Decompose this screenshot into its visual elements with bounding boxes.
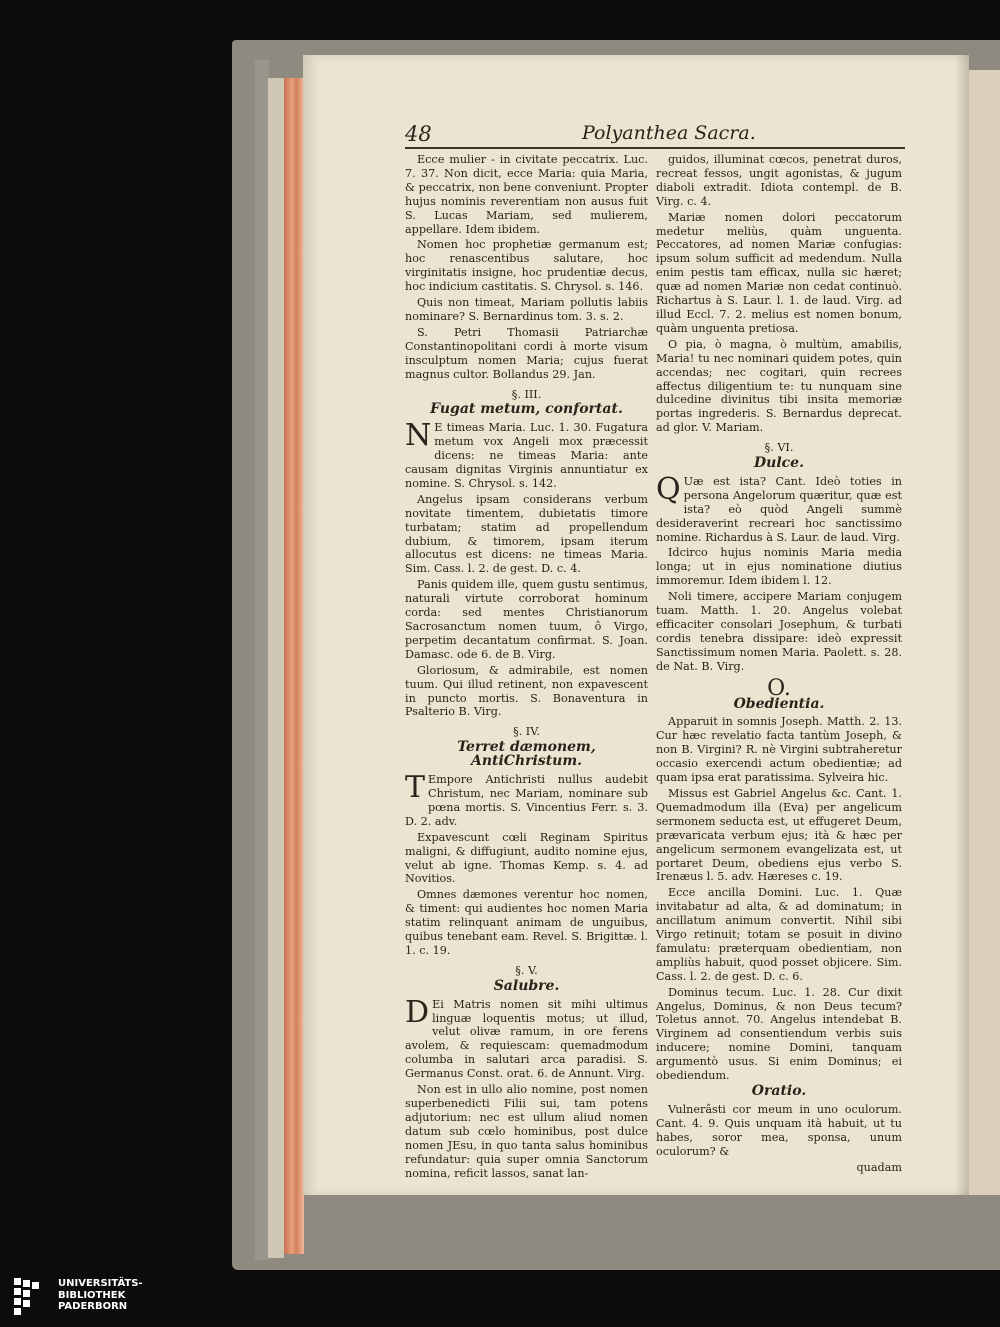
paragraph: O pia, ò magna, ò multùm, amabilis, Maria! tu nec nominari quidem potes, quin accendas; nec cogitari, quin recrees affectus diligentium te: tu nunquam sine dulcedine divinitus tibi insita memoriæ portas ingrederis. S. Bernardus deprecat. ad glor. V. Mariam. [656, 337, 902, 435]
drop-cap: D [405, 994, 430, 1030]
drop-cap: N [405, 418, 432, 454]
paragraph: Non est in ullo alio nomine, post nomen superbenedicti Filii sui, tam potens adjutorium: nec est ullum aliud nomen datum sub cœlo hominibus, post dulce nomen JEsu, in quo tanta salus hominibus refundatur: quia super omnia Sanctorum nomina, reficit lassos, sanat lan- [405, 1083, 648, 1180]
paragraph-text: Ei Matris nomen sit mihi ultimus linguæ loquentis motus; ut illud, velut olivæ ramum, in ore ferens avolem, & requiescam: quemadmodum columba in salutari arca paradisi. S. Germanus Const. orat. 6. de Annunt. Virg. [405, 997, 648, 1081]
drop-cap: T [405, 770, 426, 806]
paragraph: Omnes dæmones verentur hoc nomen, & timent: qui audientes hoc nomen Maria statim relinquant animam de unguibus, quibus tenebant eam. Revel. S. Brigittæ. l. 1. c. 19. [405, 888, 648, 957]
paragraph: Angelus ipsam considerans verbum novitate timentem, dubietatis timore turbatam; statim ad propellendum dubium, & timorem, ipsam iterum allocutus est dicens: ne timeas Maria. Sim. Cass. l. 2. de gest. D. c. 4. [405, 492, 648, 576]
page-number: 48 [405, 122, 432, 146]
page-stack [268, 78, 284, 1258]
section-title: Salubre. [493, 977, 560, 994]
paragraph [405, 770, 648, 829]
left-column [405, 153, 648, 1182]
paragraph: Panis quidem ille, quem gustu sentimus, naturali virtute corroborat hominum corda: sed mentes Christianorum Sacrosanctum nomen tuum, ô Virgo, perpetim decantatum confirmat. S. Joan. Damasc. ode 6. de B. Virg. [405, 578, 648, 661]
paragraph: Ecce ancilla Domini. Luc. 1. Quæ invitabatur ad alta, & ad dominatum; in ancillatum animum convertit. Nihil sibi Virgo retinuit; totam se posuit in divino famulatu: præterquam obedientiam, non ampliùs habuit, quod posset objicere. Sim. Cass. l. 2. de gest. D. c. 6. [656, 886, 902, 983]
letter-heading: O. [767, 675, 791, 701]
section-title: Dulce. [754, 455, 804, 472]
header-rule [405, 147, 905, 149]
section-title: Fugat metum, confortat. [430, 401, 623, 418]
facing-page [969, 70, 1000, 1195]
drop-cap: Q [656, 471, 681, 507]
right-column [656, 153, 902, 1176]
paragraph: Ecce mulier - in civitate peccatrix. Luc. 7. 37. Non dicit, ecce Maria: quia Maria, & peccatrix, non bene conveniunt. Propter hujus nominis reverentiam non ausus fuit S. Lucas Mariam, sed mulierem, appellare. Idem ibidem. [405, 153, 648, 236]
red-page-edges [284, 78, 304, 1254]
library-name-line: BIBLIOTHEK [58, 1289, 126, 1301]
paragraph: Nomen hoc prophetiæ germanum est; hoc renascentibus salutare, hoc virginitatis insigne, hoc prudentiæ decus, hoc indicium castitatis. S. Chrysol. s. 146. [405, 238, 648, 294]
paragraph: guidos, illuminat cœcos, penetrat duros, recreat fessos, ungit agonistas, & jugum diaboli extradit. Idiota contempl. de B. Virg. c. 4. [656, 153, 902, 208]
section-number: §. IV. [513, 725, 540, 739]
paragraph [656, 471, 902, 545]
paragraph: S. Petri Thomasii Patriarchæ Constantinopolitani cordi à morte visum insculptum nomen Maria; cujus fuerat magnus cultor. Bollandus 29. Jan. [405, 325, 648, 381]
paragraph: Mariæ nomen dolori peccatorum medetur meliùs, quàm unguenta. Peccatores, ad nomen Mariæ confugias: ipsum solum sufficit ad medendum. Nulla enim pestis tam efficax, nulla sic hæret; quæ ad nomen Mariæ non cedat continuò. Richartus à S. Laur. l. 1. de laud. Virg. ad illud Eccl. 7. 2. melius est nomen bonum, quàm unguenta pretiosa. [656, 210, 902, 335]
section-number: §. V. [515, 963, 538, 977]
paragraph: Missus est Gabriel Angelus &c. Cant. 1. Quemadmodum illa (Eva) per angelicum sermonem seducta est, ut effugeret Deum, prævaricata verbum ejus; ità & hæc per angelicum sermonem evangelizata est, ut portaret Deum, obediens ejus verbo S. Irenæus l. 5. adv. Hæreses c. 19. [656, 786, 902, 884]
paragraph: Noli timere, accipere Mariam conjugem tuam. Matth. 1. 20. Angelus volebat efficaciter consolari Josephum, & turbati cordis tenebra dissipare: ideò expressit Sanctissimum nomen Maria. Paolett. s. 28. de Nat. B. Virg. [656, 590, 902, 673]
running-title: Polyanthea Sacra. [582, 122, 756, 144]
paragraph: Dominus tecum. Luc. 1. 28. Cur dixit Angelus, Dominus, & non Deus tecum? Toletus annot. 70. Angelus intendebat B. Virginem ad consentiendum verbis suis inducere; nomine Domini, tanquam argumentò usus. Si enim Dominus; ei obediendum. [656, 985, 902, 1083]
paragraph: Quis non timeat, Mariam pollutis labiis nominare? S. Bernardinus tom. 3. s. 2. [405, 296, 648, 323]
section-number: §. III. [511, 387, 542, 401]
book-cover-edge [255, 60, 269, 1260]
section-title: Obedientia. [733, 695, 825, 712]
paragraph [405, 994, 648, 1081]
paragraph [405, 418, 648, 491]
page-gutter [955, 55, 969, 1195]
paragraph-text: E timeas Maria. Luc. 1. 30. Fugatura metum vox Angeli mox præcessit dicens: ne timeas Maria: ante causam dignitas Virginis annuntiatur ex nomine. S. Chrysol. s. 142. [405, 421, 648, 490]
library-logo-icon [14, 1278, 50, 1316]
section-title: Terret dæmonem, AntiChristum. [457, 739, 596, 770]
paragraph: Gloriosum, & admirabile, est nomen tuum. Qui illud retinent, non expavescent in puncto mortis. S. Bonaventura in Psalterio B. Virg. [405, 663, 648, 719]
library-name-line: UNIVERSITÄTS- [58, 1278, 143, 1289]
paragraph: Apparuit in somnis Joseph. Matth. 2. 13. Cur hæc revelatio facta tantùm Joseph, & non B. Virgini? R. nè Virgini subtraheretur occasio exercendi actum obedientiæ; ad quam ipsa erat paratissima. Sylveira hic. [656, 715, 902, 785]
paragraph: Idcirco hujus nominis Maria media longa; ut in ejus nominatione diutius immoremur. Idem ibidem l. 12. [656, 546, 902, 588]
paragraph-text: Uæ est ista? Cant. Ideò toties in persona Angelorum quæritur, quæ est ista? eò quòd Angeli summè desideraverint recreari hoc sanctissimo nomine. Richardus à S. Laur. de laud. Virg. [656, 474, 902, 544]
paragraph-text: Empore Antichristi nullus audebit Christum, nec Mariam, nominare sub pœna mortis. S. Vincentius Ferr. s. 3. D. 2. adv. [405, 773, 648, 828]
library-name [58, 1278, 178, 1313]
paragraph: Expavescunt cœli Reginam Spiritus maligni, & diffugiunt, audito nomine ejus, velut ab igne. Thomas Kemp. s. 4. ad Novitios. [405, 830, 648, 886]
section-number: §. VI. [764, 441, 794, 455]
section-title: Oratio. [751, 1083, 807, 1099]
library-name-line: PADERBORN [58, 1301, 128, 1312]
catchword: quadam [856, 1160, 902, 1174]
paragraph: Vulnerâsti cor meum in uno oculorum. Cant. 4. 9. Quis unquam ità habuit, ut tu habes, soror mea, sponsa, unum oculorum? & [656, 1102, 902, 1158]
